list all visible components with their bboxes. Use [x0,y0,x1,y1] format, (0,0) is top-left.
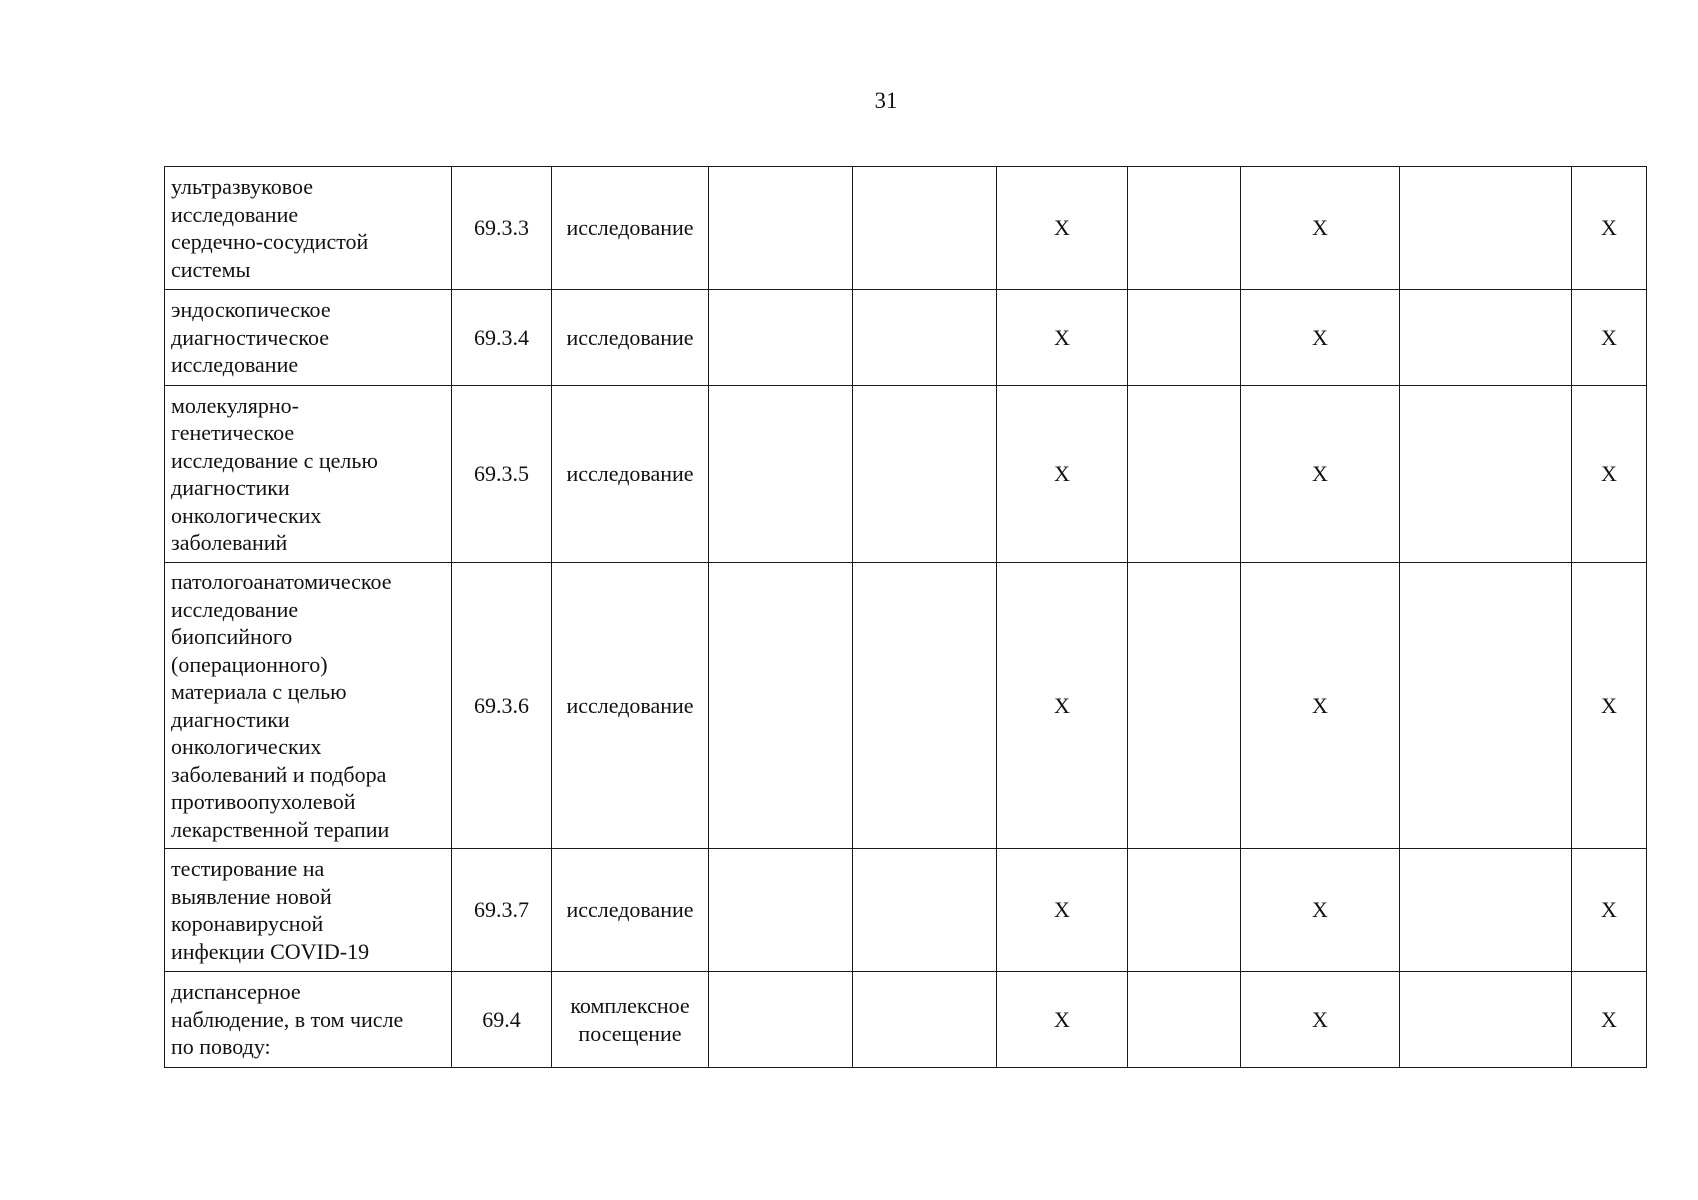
value-cell [853,290,997,386]
table-row [165,386,1647,563]
service-name-cell: молекулярно- генетическое исследование с целью диагностики онкологических заболеваний [165,386,452,563]
row-code-cell: 69.3.6 [452,563,552,849]
unit-cell: исследование [552,167,709,290]
value-cell [853,972,997,1068]
x-mark-cell: X [1572,563,1647,849]
x-mark-cell: X [1572,386,1647,563]
table-row [165,290,1647,386]
x-mark-cell: X [1572,849,1647,972]
x-mark-cell: X [997,849,1128,972]
table-row [165,167,1647,290]
x-mark-cell: X [997,972,1128,1068]
value-cell [709,290,853,386]
x-mark-cell: X [1241,167,1400,290]
value-cell [1128,167,1241,290]
value-cell [1400,290,1572,386]
row-code-cell: 69.3.7 [452,849,552,972]
table-row [165,972,1647,1068]
row-code-cell: 69.3.4 [452,290,552,386]
x-mark-cell: X [1572,290,1647,386]
value-cell [709,563,853,849]
table-row [165,563,1647,849]
value-cell [853,167,997,290]
value-cell [853,849,997,972]
row-code-cell: 69.3.3 [452,167,552,290]
row-code-cell: 69.4 [452,972,552,1068]
x-mark-cell: X [1241,849,1400,972]
service-name-cell: эндоскопическое диагностическое исследование [165,290,452,386]
service-name-cell: патологоанатомическое исследование биопсийного (операционного) материала с целью диагностики онкологических заболеваний и подбора противоопухолевой лекарственной терапии [165,563,452,849]
unit-cell: исследование [552,290,709,386]
value-cell [1400,849,1572,972]
value-cell [709,972,853,1068]
x-mark-cell: X [1572,167,1647,290]
unit-cell: исследование [552,849,709,972]
page-number: 31 [874,88,898,113]
service-name-cell: диспансерное наблюдение, в том числе по поводу: [165,972,452,1068]
value-cell [1128,849,1241,972]
value-cell [709,167,853,290]
x-mark-cell: X [1241,290,1400,386]
service-name-cell: ультразвуковое исследование сердечно-сосудистой системы [165,167,452,290]
service-name-cell: тестирование на выявление новой коронавирусной инфекции COVID-19 [165,849,452,972]
value-cell [709,386,853,563]
value-cell [1128,386,1241,563]
unit-cell: комплексное посещение [552,972,709,1068]
value-cell [1400,972,1572,1068]
value-cell [1400,167,1572,290]
x-mark-cell: X [997,290,1128,386]
value-cell [1400,563,1572,849]
value-cell [1128,290,1241,386]
value-cell [1128,972,1241,1068]
value-cell [853,563,997,849]
row-code-cell: 69.3.5 [452,386,552,563]
x-mark-cell: X [1241,386,1400,563]
x-mark-cell: X [997,563,1128,849]
unit-cell: исследование [552,386,709,563]
x-mark-cell: X [1241,972,1400,1068]
value-cell [1400,386,1572,563]
x-mark-cell: X [1241,563,1400,849]
x-mark-cell: X [997,167,1128,290]
x-mark-cell: X [997,386,1128,563]
value-cell [853,386,997,563]
unit-cell: исследование [552,563,709,849]
value-cell [1128,563,1241,849]
value-cell [709,849,853,972]
data-table [164,166,1647,1068]
table-row [165,849,1647,972]
x-mark-cell: X [1572,972,1647,1068]
